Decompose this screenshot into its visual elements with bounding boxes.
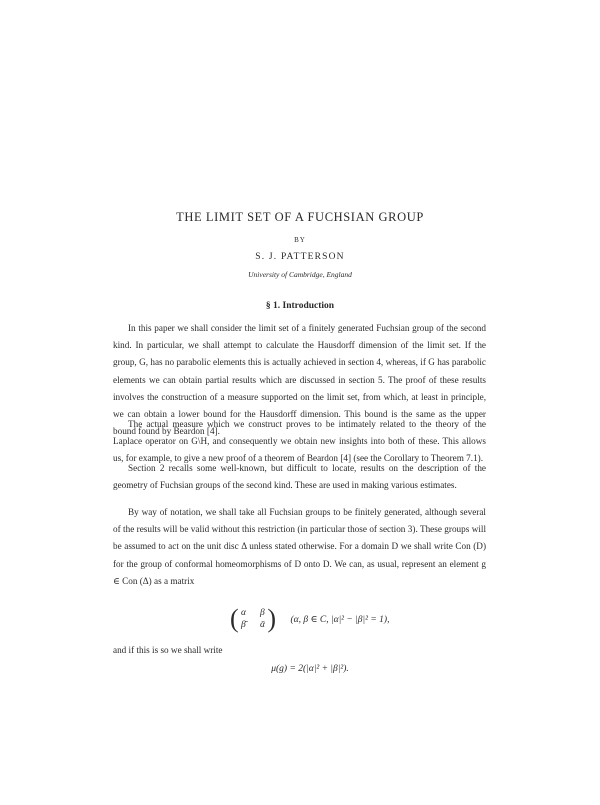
- paragraph: Section 2 recalls some well-known, but difficult to locate, results on the description of the geometry of Fuchsian groups of the second kind. These are used in making various estimates.: [113, 463, 486, 491]
- matrix-entry: β̄: [241, 620, 246, 630]
- author-name: S. J. PATTERSON: [255, 252, 345, 262]
- after-matrix-text: and if this is so we shall write: [113, 645, 223, 655]
- display-equation: μ(g) = 2(|α|² + |β|²).: [271, 664, 349, 674]
- right-paren: ): [267, 604, 277, 633]
- matrix-cells: [241, 607, 265, 631]
- section-heading: § 1. Introduction: [265, 301, 335, 311]
- matrix-equation: [230, 606, 389, 632]
- paragraph: In this paper we shall consider the limit set of a finitely generated Fuchsian group of the second kind. In particular, we shall attempt to calculate the Hausdorff dimension of the limit set. If the group, G, has no parabolic elements this is actually achieved in section 4, whereas, if G has parabolic elements we can obtain partial results which are discussed in section 5. The proof of these results involves the construction of a measure supported on the limit set, from which, at least in principle, we can obtain a lower bound for the Hausdorff dimension. This bound is the same as the upper bound found by Beardon [4].: [113, 323, 486, 437]
- by-label: BY: [294, 236, 306, 244]
- matrix-entry: β: [260, 608, 265, 618]
- paper-title: THE LIMIT SET OF A FUCHSIAN GROUP: [176, 210, 424, 224]
- matrix-entry: ᾱ: [260, 620, 266, 630]
- paragraph: The actual measure which we construct proves to be intimately related to the theory of the Laplace operator on G\H, and consequently we obtain new insights into both of these. This allows us, for example, to give a new proof of a theorem of Beardon [4] (see the Corollary to Theorem 7.1).: [113, 419, 486, 464]
- paragraph: By way of notation, we shall take all Fuchsian groups to be finitely generated, although several of the results will be valid without this restriction (in particular those of section 3). These groups will be assumed to act on the unit disc Δ unless stated otherwise. For a domain D we shall write Con (D) for the group of conformal homeomorphisms of D onto D. We can, as usual, represent an element g ∈ Con (Δ) as a matrix: [113, 507, 486, 586]
- matrix-condition: (α, β ∈ C, |α|² − |β|² = 1),: [290, 614, 390, 625]
- matrix-entry: α: [241, 608, 247, 618]
- author-affiliation: University of Cambridge, England: [248, 270, 352, 279]
- left-paren: (: [230, 604, 239, 633]
